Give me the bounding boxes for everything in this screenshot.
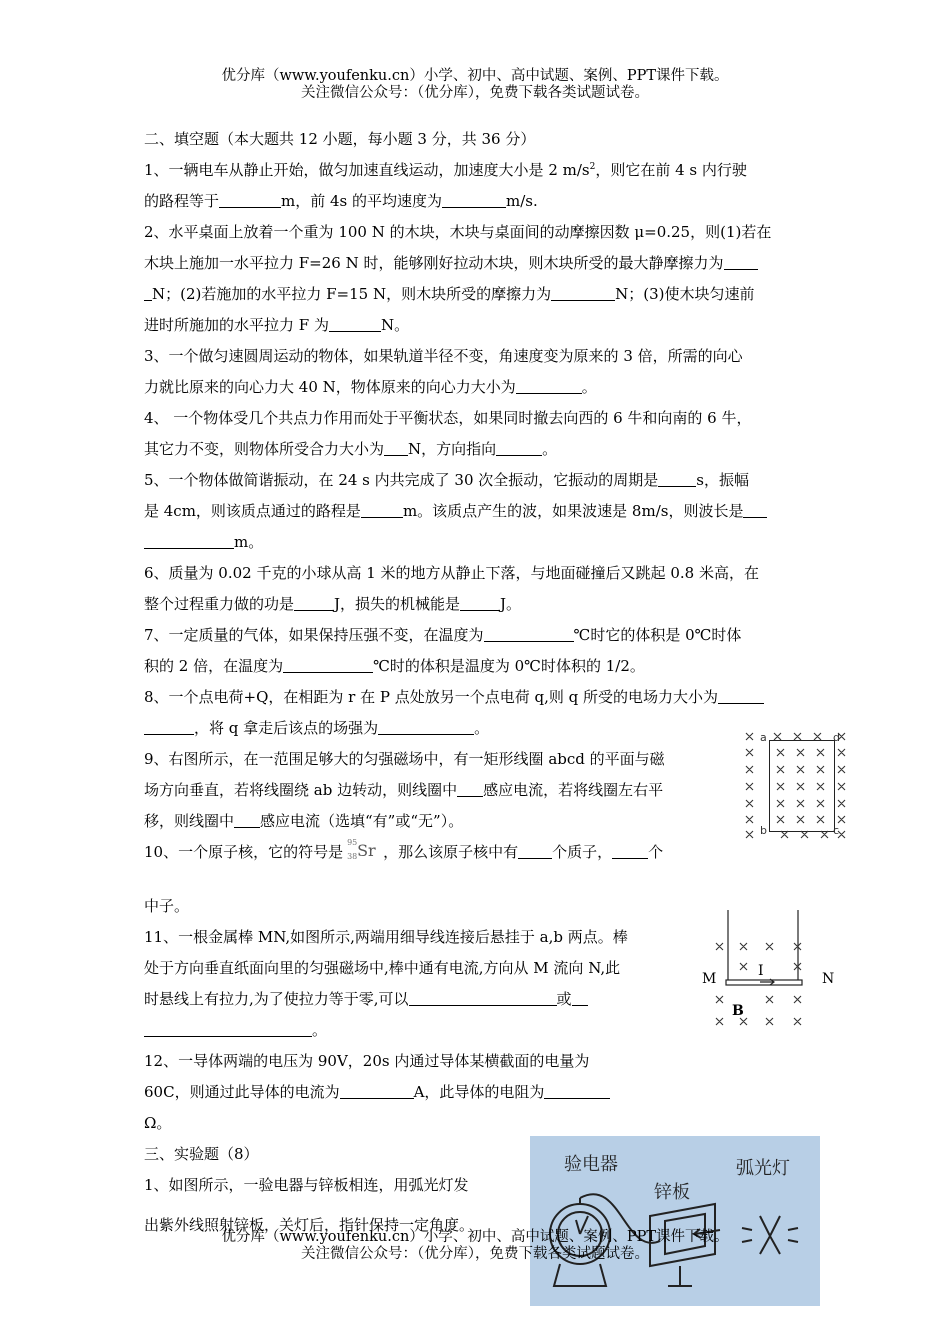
answer-blank[interactable] — [460, 594, 500, 611]
question-1: 1、一辆电车从静止开始，做匀加速直线运动，加速度大小是 2 $m/s^2$，则它在前 4 s 内行驶 的路程等于 m，前 4s 的平均速度为 m/s. — [144, 161, 747, 210]
answer-blank[interactable] — [144, 284, 152, 301]
answer-blank[interactable] — [144, 718, 194, 735]
answer-blank[interactable] — [442, 191, 506, 208]
corner-label-b: b — [760, 824, 767, 837]
question-10: 10、一个原子核，它的符号是 95 38 Sr ，那么该原子核中有 个质子， 个 中子。 — [144, 838, 664, 915]
answer-blank[interactable] — [718, 687, 764, 704]
answer-blank[interactable] — [340, 1082, 414, 1099]
answer-blank[interactable] — [612, 842, 648, 859]
footer-line-1: 优分库（www.youfenku.cn）小学、初中、高中试题、案例、PPT课件下载。 — [221, 1229, 729, 1245]
answer-blank[interactable] — [496, 439, 542, 456]
apparatus-drawing — [530, 1136, 820, 1306]
question-2: 2、水平桌面上放着一个重为 100 N 的木块，木块与桌面间的动摩擦因数 μ=0.25，则(1)若在 木块上施加一水平拉力 F=26 N 时，能够刚好拉动木块，则木块所受的最大静摩擦力为 N；(2)若施加的水平拉力 F=15 N，则木块所受的摩擦力为 N；(3)使木块匀速前 进时所施加的水平拉力 F 为 N。 — [144, 223, 772, 334]
page-header — [0, 68, 950, 102]
question-7: 7、一定质量的气体，如果保持压强不变，在温度为 ℃时它的体积是 0℃时体 积的 2 倍，在温度为 ℃时的体积是温度为 0℃时体积的 1/2。 — [144, 626, 742, 675]
question-9: 9、右图所示，在一范围足够大的匀强磁场中，有一矩形线圈 abcd 的平面与磁 场方向垂直，若将线圈绕 ab 边转动，则线圈中 感应电流，若将线圈左右平 移，则线圈中 感应电流（选填“有”或“无”）。 — [144, 750, 665, 830]
answer-blank[interactable] — [219, 191, 281, 208]
electroscope-photo — [530, 1136, 820, 1306]
answer-blank[interactable] — [743, 501, 767, 518]
section2-title: 二、填空题（本大题共 12 小题，每小题 3 分，共 36 分） — [144, 130, 536, 148]
answer-blank[interactable] — [283, 656, 373, 673]
answer-blank[interactable] — [572, 989, 588, 1006]
answer-blank[interactable] — [484, 625, 574, 642]
document-body — [144, 124, 814, 1241]
answer-blank[interactable] — [551, 284, 615, 301]
answer-blank[interactable] — [294, 594, 334, 611]
rod-field-figure — [698, 908, 848, 1033]
answer-blank[interactable] — [144, 532, 234, 549]
label-arc-lamp: 弧光灯 — [736, 1158, 790, 1179]
coil-field-figure — [744, 730, 854, 845]
question-12: 12、一导体两端的电压为 90V，20s 内通过导体某横截面的电量为 60C，则通过此导体的电流为 A，此导体的电阻为 Ω。 — [144, 1046, 814, 1139]
current-label: I — [758, 963, 764, 979]
corner-label-d: d — [833, 731, 840, 744]
nuclide-symbol: 95 38 Sr — [347, 838, 376, 861]
answer-blank[interactable] — [234, 811, 260, 828]
question-8: 8、一个点电荷+Q，在相距为 r 在 P 点处放另一个点电荷 q,则 q 所受的电场力大小为 ，将 q 拿走后该点的场强为 。 — [144, 682, 814, 744]
answer-blank[interactable] — [329, 315, 381, 332]
answer-blank[interactable] — [409, 989, 557, 1006]
page-footer — [0, 1229, 950, 1263]
answer-blank[interactable] — [658, 470, 696, 487]
answer-blank[interactable] — [144, 1020, 312, 1037]
rod-end-m: M — [702, 971, 717, 987]
answer-blank[interactable] — [384, 439, 408, 456]
field-label: B — [732, 1003, 744, 1019]
footer-line-2: 关注微信公众号：（优分库），免费下载各类试题试卷。 — [301, 1246, 649, 1262]
experiment-1: 1、如图所示，一验电器与锌板相连，用弧光灯发 出紫外线照射锌板，关灯后，指针保持一定角度。 — [144, 1176, 475, 1234]
header-line-1: 优分库（www.youfenku.cn）小学、初中、高中试题、案例、PPT课件下载。 — [221, 68, 729, 84]
question-4: 4、 一个物体受几个共点力作用而处于平衡状态，如果同时撤去向西的 6 牛和向南的 6 牛， 其它力不变，则物体所受合力大小为 N，方向指向 。 — [144, 409, 752, 458]
answer-blank[interactable] — [516, 377, 582, 394]
answer-blank[interactable] — [361, 501, 403, 518]
label-zinc-plate: 锌板 — [654, 1182, 690, 1203]
answer-blank[interactable] — [378, 718, 474, 735]
answer-blank[interactable] — [518, 842, 552, 859]
answer-blank[interactable] — [544, 1082, 610, 1099]
label-electroscope: 验电器 — [564, 1154, 618, 1175]
header-line-2: 关注微信公众号：（优分库），免费下载各类试题试卷。 — [301, 85, 649, 101]
question-11: 11、一根金属棒 MN,如图所示,两端用细导线连接后悬挂于 a,b 两点。棒 处于方向垂直纸面向里的匀强磁场中,棒中通有电流,方向从 M 流向 N,此 时悬线上有拉力,为了使拉力等于零,可以 或 。 — [144, 928, 628, 1039]
corner-label-c: c — [833, 824, 840, 837]
corner-label-a: a — [760, 731, 767, 744]
section3-title: 三、实验题（8） — [144, 1145, 259, 1163]
question-3: 3、一个做匀速圆周运动的物体，如果轨道半径不变，角速度变为原来的 3 倍，所需的向心 力就比原来的向心力大 40 N，物体原来的向心力大小为 。 — [144, 347, 743, 396]
rod-end-n: N — [822, 971, 835, 987]
answer-blank[interactable] — [457, 780, 483, 797]
field-x-marks — [744, 730, 854, 845]
question-6: 6、质量为 0.02 千克的小球从高 1 米的地方从静止下落，与地面碰撞后又跳起 0.8 米高，在 整个过程重力做的功是 J，损失的机械能是 J。 — [144, 564, 759, 613]
answer-blank[interactable] — [724, 253, 758, 270]
question-5: 5、一个物体做简谐振动，在 24 s 内共完成了 30 次全振动，它振动的周期是 s，振幅 是 4cm，则该质点通过的路程是 m。该质点产生的波，如果波速是 8m/s，则波长是 m。 — [144, 465, 814, 558]
